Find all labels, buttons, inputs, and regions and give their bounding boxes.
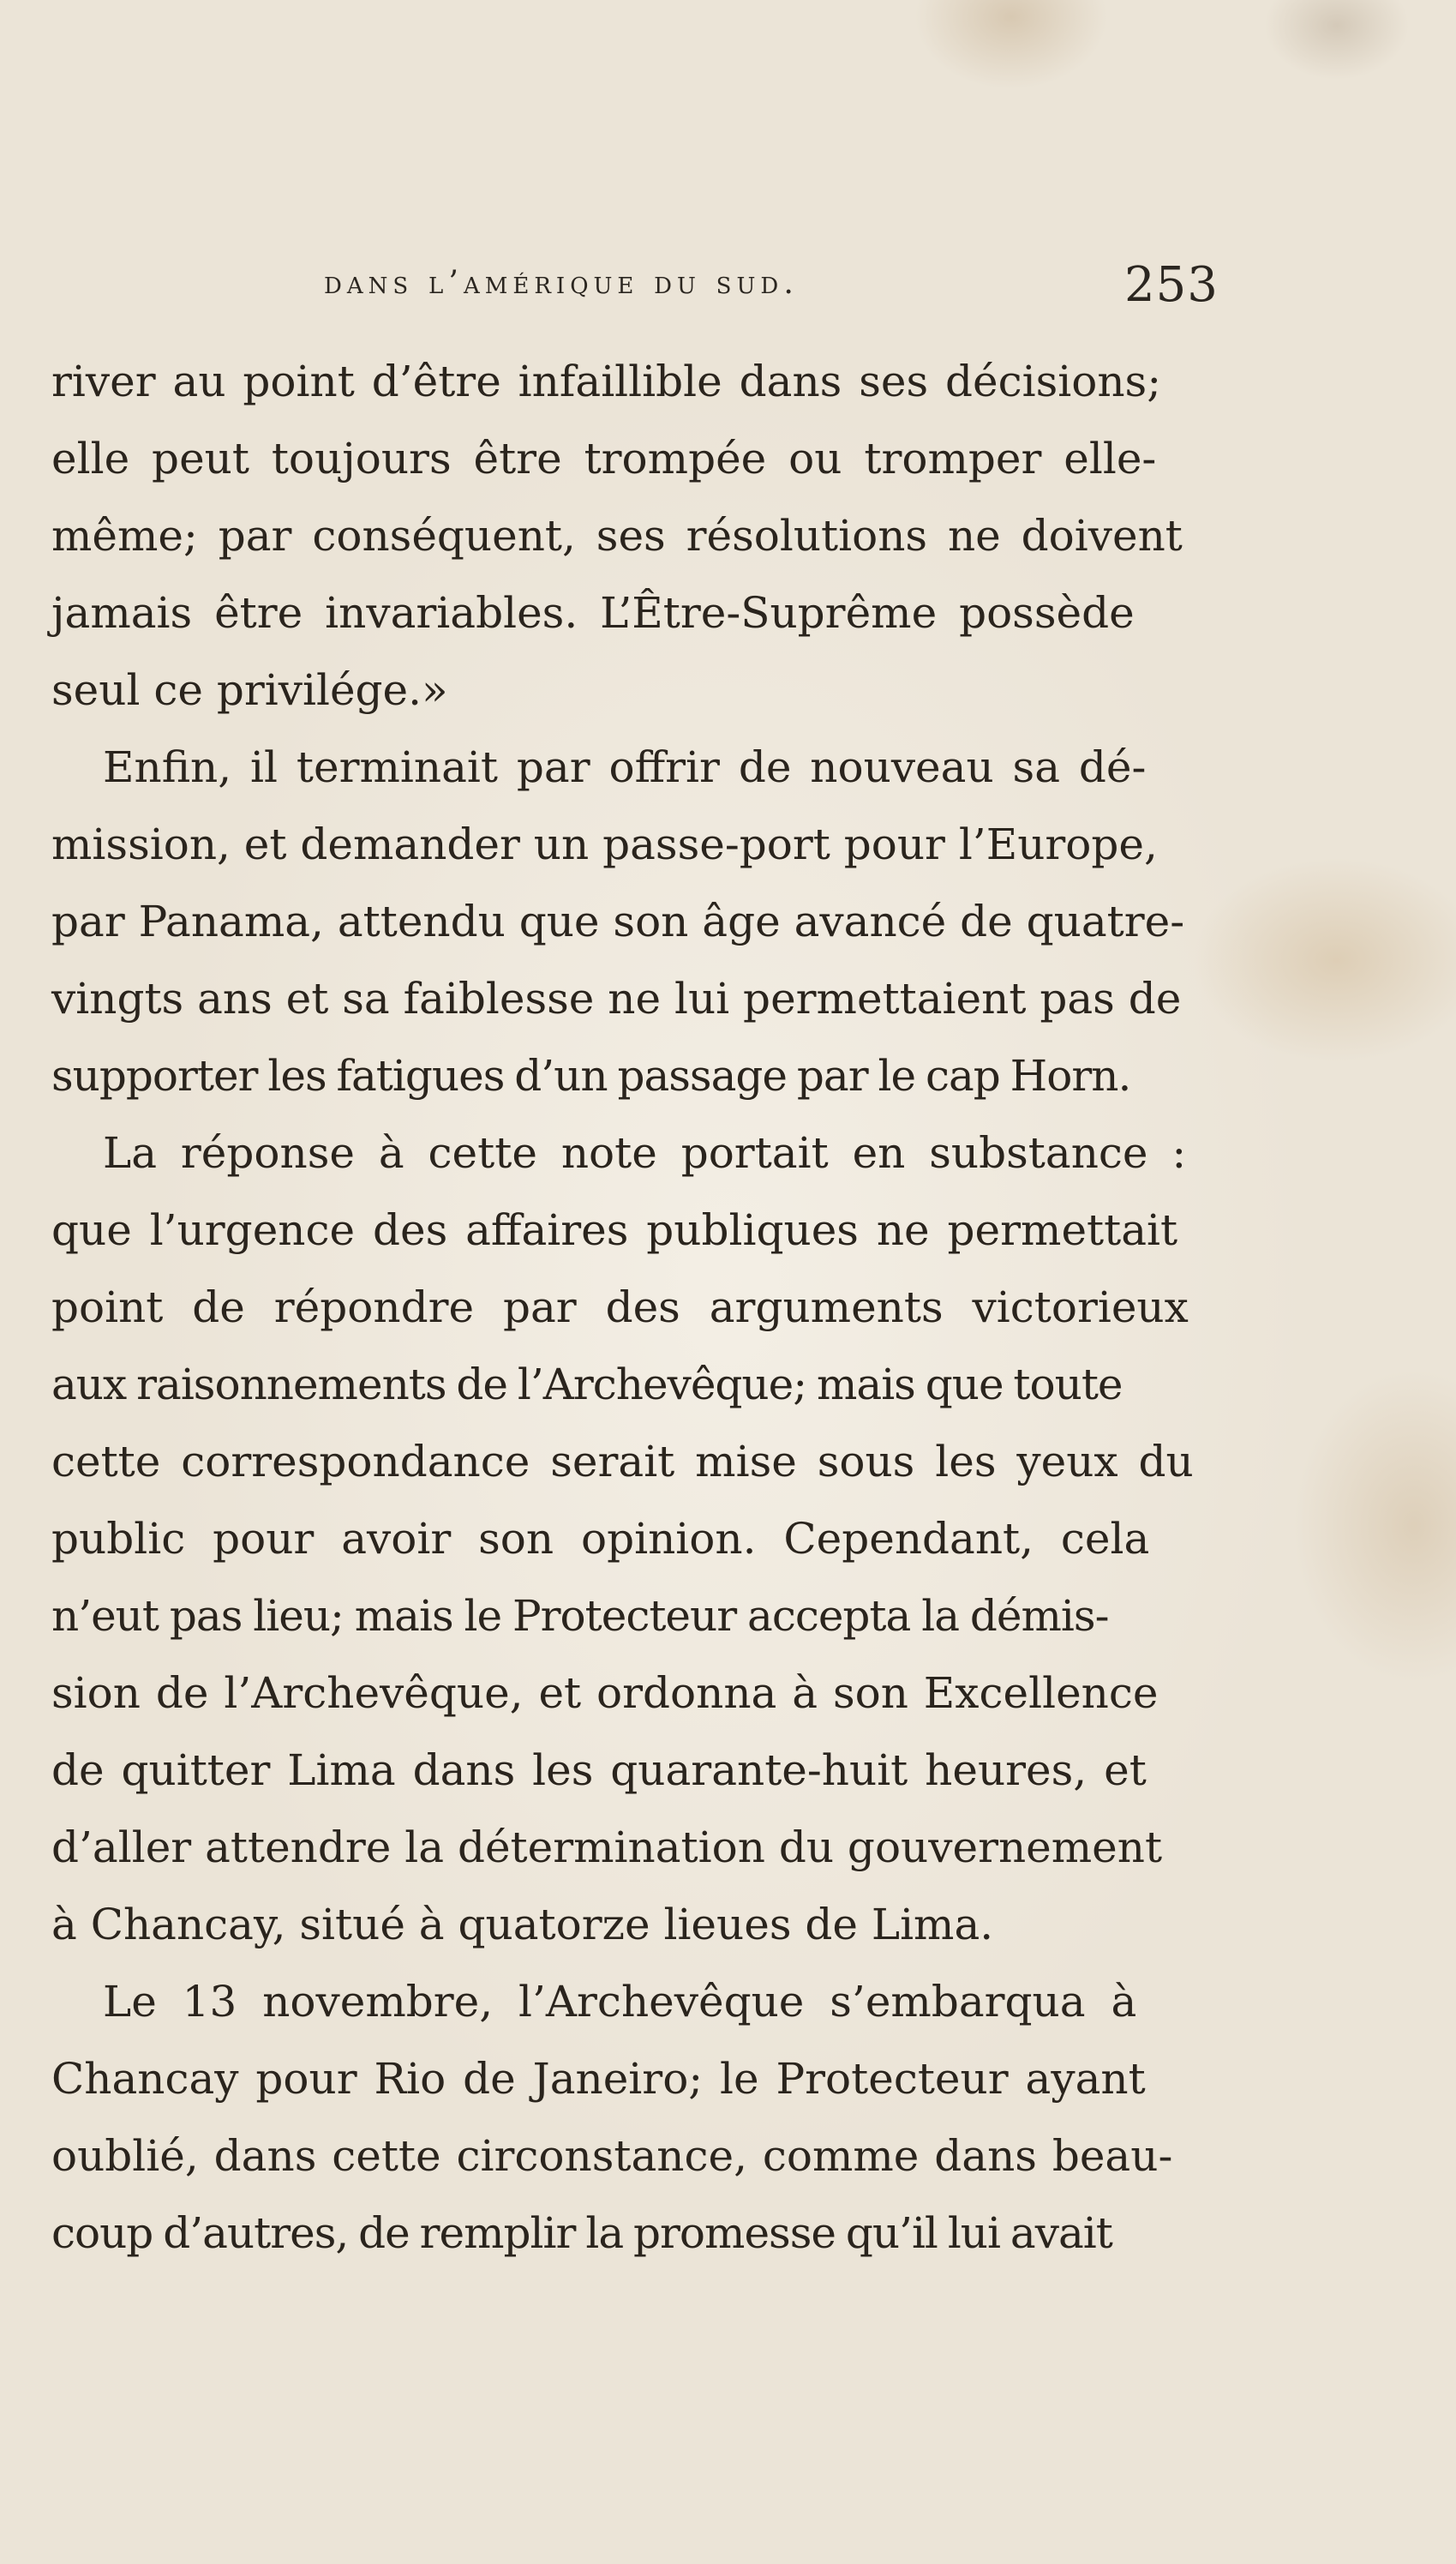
text-line: mission, et demander un passe-port pour l’Europe,	[51, 820, 1158, 869]
text-line: à Chancay, situé à quatorze lieues de Lima.	[51, 1900, 994, 1949]
text-line: même; par conséquent, ses résolutions ne doivent	[51, 511, 1183, 561]
running-title: dans l’amérique du sud.	[324, 264, 800, 301]
text-line: river au point d’être infaillible dans ses décisions;	[51, 357, 1162, 406]
text-line: jamais être invariables. L’Être-Suprême possède	[51, 588, 1135, 638]
text-line: aux raisonnements de l’Archevêque; mais que toute	[51, 1360, 1123, 1409]
text-line: supporter les fatigues d’un passage par le cap Horn.	[51, 1051, 1131, 1101]
text-line: La réponse à cette note portait en substance :	[103, 1128, 1187, 1178]
text-line: public pour avoir son opinion. Cependant, cela	[51, 1514, 1150, 1564]
text-line: Chancay pour Rio de Janeiro; le Protecteur ayant	[51, 2054, 1146, 2104]
text-line: oublié, dans cette circonstance, comme dans beau-	[51, 2131, 1173, 2181]
text-line: n’eut pas lieu; mais le Protecteur accepta la démis-	[51, 1591, 1109, 1641]
text-line: par Panama, attendu que son âge avancé de quatre-	[51, 897, 1185, 946]
text-line: coup d’autres, de remplir la promesse qu’il lui avait	[51, 2208, 1112, 2258]
body-text	[51, 343, 1243, 2272]
text-line: d’aller attendre la détermination du gouvernement	[51, 1822, 1163, 1872]
text-line: de quitter Lima dans les quarante-huit heures, et	[51, 1745, 1147, 1795]
text-line: Le 13 novembre, l’Archevêque s’embarqua à	[103, 1977, 1137, 2027]
page-number: 253	[1124, 257, 1219, 313]
text-line: cette correspondance serait mise sous les yeux du	[51, 1437, 1194, 1486]
text-line: Enfin, il terminait par offrir de nouveau sa dé-	[103, 742, 1147, 792]
text-line: vingts ans et sa faiblesse ne lui permettaient pas de	[51, 974, 1182, 1024]
text-line: que l’urgence des affaires publiques ne permettait	[51, 1205, 1178, 1255]
text-line: elle peut toujours être trompée ou tromper elle-	[51, 434, 1157, 483]
text-line: seul ce privilége.»	[51, 665, 448, 715]
running-head	[0, 257, 1456, 326]
text-line: sion de l’Archevêque, et ordonna à son Excellence	[51, 1668, 1159, 1718]
text-line: point de répondre par des arguments victorieux	[51, 1282, 1189, 1332]
